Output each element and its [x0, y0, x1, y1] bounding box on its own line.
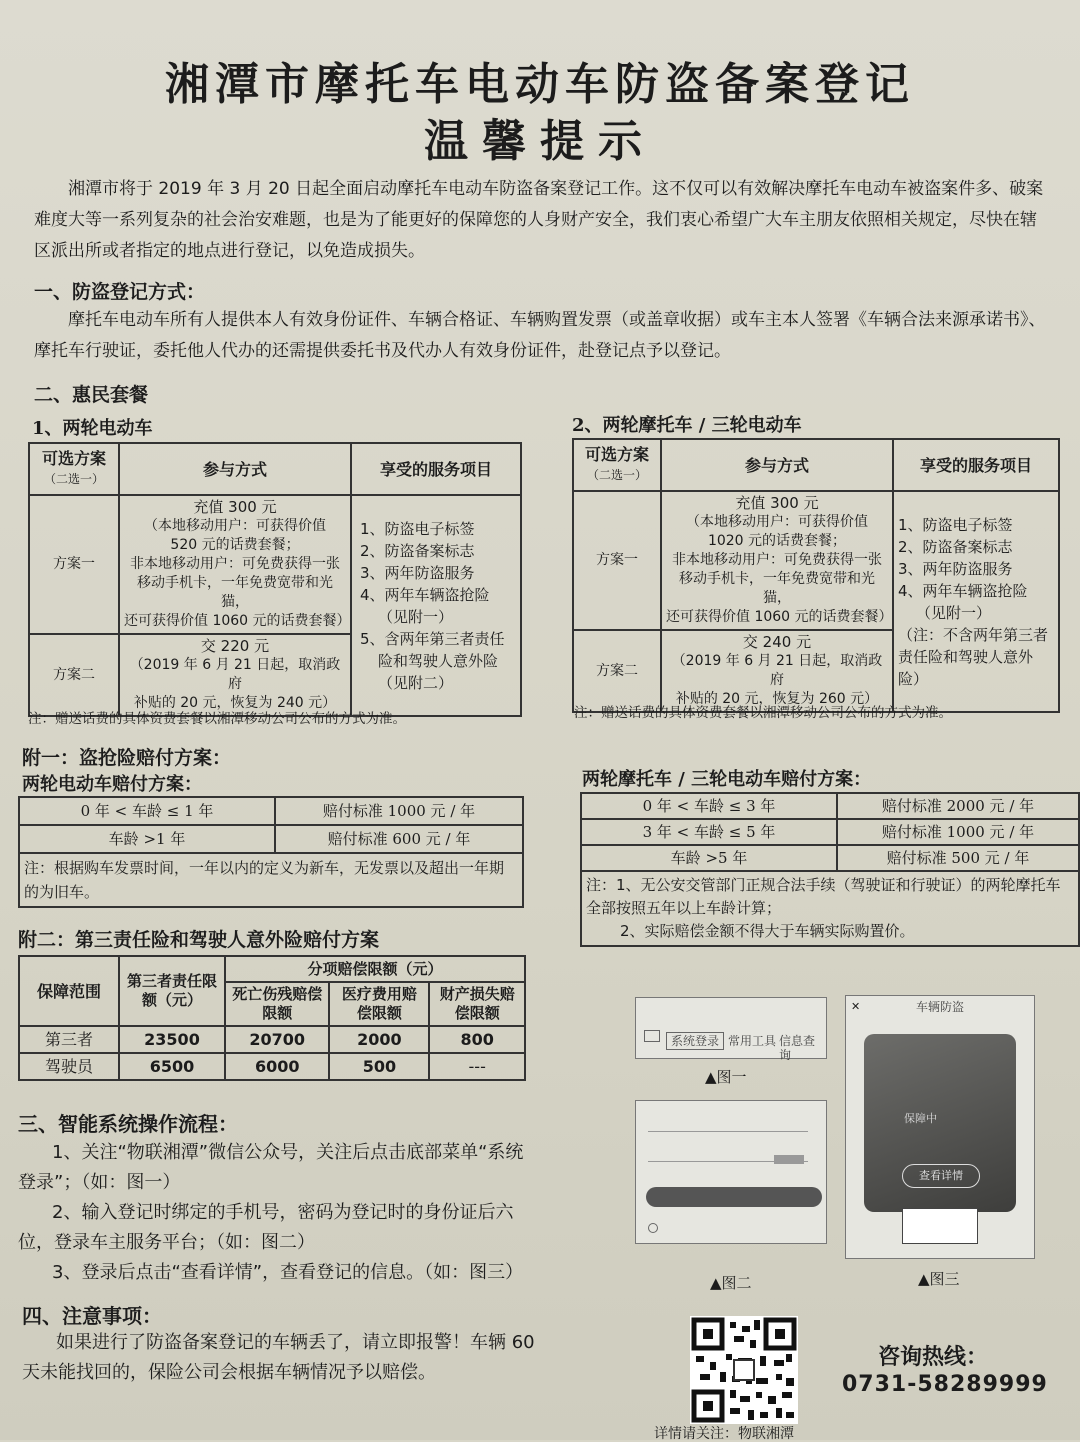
cell: 赔付标准 2000 元 / 年 — [837, 793, 1079, 819]
cell: 0 年 < 车龄 ≤ 3 年 — [581, 793, 837, 819]
bottom-panel — [902, 1208, 978, 1244]
annex1-right-table — [580, 792, 1080, 947]
step-2: 2、输入登记时绑定的手机号，密码为登记时的身份证后六位，登录车主服务平台；（如：图二） — [18, 1202, 514, 1253]
section4-heading: 四、注意事项： — [22, 1304, 162, 1328]
page-subtitle: 温馨提示 — [424, 116, 656, 167]
col-header-sub-limits: 分项赔偿限额（元） — [225, 956, 525, 982]
fig3-title: 车辆防盗 — [915, 1000, 964, 1014]
annex1-right-title: 两轮摩托车 / 三轮电动车赔付方案： — [582, 769, 872, 790]
table-cell: 800 — [429, 1026, 525, 1053]
cell: 车龄 >1 年 — [19, 825, 275, 853]
home-icon — [644, 1030, 660, 1042]
plan1-method: 充值 300 元 （本地移动用户：可获得价值 1020 元的话费套餐； 非本地移动用户：可免费获得一张 移动手机卡，一年免费宽带和光猫， 还可获得价值 1060 元的话费套餐） — [661, 491, 893, 630]
services-list: 1、防盗电子标签 2、防盗备案标志 3、两年防盗服务 4、两年车辆盗抢险 （见附一） （注：不含两年第三者 责任险和驾驶人意外险） — [893, 491, 1059, 712]
fig2-caption: ▲图二 — [710, 1274, 752, 1292]
col-header-method: 参与方式 — [119, 443, 351, 495]
annex1-left-title: 两轮电动车赔付方案： — [22, 774, 202, 795]
page-title: 湘潭市摩托车电动车防盗备案登记 — [165, 59, 915, 110]
col-header-plan: 可选方案 （二选一） — [29, 443, 119, 495]
col-header-scope: 保障范围 — [19, 956, 119, 1026]
left-package-table — [28, 442, 522, 717]
plan1-method: 充值 300 元 （本地移动用户：可获得价值 520 元的话费套餐； 非本地移动用户：可免费获得一张 移动手机卡，一年免费宽带和光猫， 还可获得价值 1060 元的话费套餐） — [119, 495, 351, 634]
col-header-death: 死亡伤残赔偿限额 — [225, 982, 329, 1026]
status-text: 保障中 — [904, 1112, 937, 1125]
hotline-number: 0731-58289999 — [842, 1372, 1048, 1397]
section4-body: 如果进行了防盗备案登记的车辆丢了，请立即报警！车辆 60 天未能找回的，保险公司会根据车辆情况予以赔偿。 — [22, 1332, 535, 1383]
table-cell: 驾驶员 — [19, 1053, 119, 1080]
tab-system-login: 系统登录 — [666, 1032, 724, 1050]
services-list: 1、防盗电子标签 2、防盗备案标志 3、两年防盗服务 4、两年车辆盗抢险 （见附一） 5、含两年第三者责任 险和驾驶人意外险 （见附二） — [351, 495, 521, 716]
code-button — [774, 1155, 804, 1164]
table-cell: 6000 — [225, 1053, 329, 1080]
col-header-third-party: 第三者责任限额（元） — [119, 956, 225, 1026]
col-header-medical: 医疗费用赔偿限额 — [329, 982, 429, 1026]
fig1-caption: ▲图一 — [705, 1068, 747, 1086]
col-header-services: 享受的服务项目 — [893, 439, 1059, 491]
qr-code-icon — [690, 1316, 798, 1424]
col-header-method: 参与方式 — [661, 439, 893, 491]
cell: 赔付标准 500 元 / 年 — [837, 845, 1079, 871]
section1-heading: 一、防盗登记方式： — [34, 281, 206, 303]
cell: 赔付标准 1000 元 / 年 — [275, 797, 523, 825]
annex1-right-note: 注：1、无公安交管部门正规合法手续（驾驶证和行驶证）的两轮摩托车全部按照五年以上车龄计算； 2、实际赔偿金额不得大于车辆实际购置价。 — [581, 871, 1079, 946]
col-header-property: 财产损失赔偿限额 — [429, 982, 525, 1026]
plan2-method: 交 220 元 （2019 年 6 月 21 日起，取消政府 补贴的 20 元，恢复为 240 元） — [119, 634, 351, 716]
figure-2 — [635, 1100, 827, 1244]
table-cell: 2000 — [329, 1026, 429, 1053]
col-header-services: 享受的服务项目 — [351, 443, 521, 495]
right-package-note: 注：赠送话费的具体资费套餐以湘潭移动公司公布的方式为准。 — [574, 705, 952, 721]
step-3: 3、登录后点击“查看详情”，查看登记的信息。（如：图三） — [52, 1262, 524, 1283]
divider — [648, 1131, 808, 1132]
tab-info: 信息查询 — [779, 1034, 816, 1062]
checkbox-icon — [648, 1223, 658, 1233]
col-header-plan: 可选方案 （二选一） — [573, 439, 661, 491]
cell: 赔付标准 1000 元 / 年 — [837, 819, 1079, 845]
qr-caption: 详情请关注：物联湘潭 — [654, 1426, 794, 1442]
table-cell: 20700 — [225, 1026, 329, 1053]
left-package-subtitle: 1、两轮电动车 — [32, 418, 153, 439]
cell: 赔付标准 600 元 / 年 — [275, 825, 523, 853]
plan2-label: 方案二 — [573, 630, 661, 712]
annex2-heading: 附二：第三责任险和驾驶人意外险赔付方案 — [18, 929, 380, 951]
section1-body: 摩托车电动车所有人提供本人有效身份证件、车辆合格证、车辆购置发票（或盖章收据）或车主本人签署《车辆合法来源承诺书》、摩托车行驶证，委托他人代办的还需提供委托书及代办人有效身份证件，赴登记点予以登记。 — [34, 310, 1046, 361]
cell: 车龄 >5 年 — [581, 845, 837, 871]
plan2-label: 方案二 — [29, 634, 119, 716]
plan1-label: 方案一 — [29, 495, 119, 634]
cell: 0 年 < 车龄 ≤ 1 年 — [19, 797, 275, 825]
table-cell: 6500 — [119, 1053, 225, 1080]
section3-steps — [18, 1138, 538, 1288]
table-cell: --- — [429, 1053, 525, 1080]
qr-code-graphic — [690, 1316, 798, 1424]
login-button — [646, 1187, 822, 1207]
hotline-label: 咨询热线： — [878, 1345, 989, 1370]
plan2-method: 交 240 元 （2019 年 6 月 21 日起，取消政府 补贴的 20 元，恢复为 260 元） — [661, 630, 893, 712]
vehicle-card — [864, 1034, 1016, 1212]
fig3-caption: ▲图三 — [918, 1270, 960, 1288]
section3-heading: 三、智能系统操作流程： — [18, 1112, 238, 1136]
section2-heading: 二、惠民套餐 — [34, 384, 149, 406]
right-package-subtitle: 2、两轮摩托车 / 三轮电动车 — [572, 415, 802, 436]
figure-1 — [635, 997, 827, 1062]
cell: 3 年 < 车龄 ≤ 5 年 — [581, 819, 837, 845]
annex2-table — [18, 955, 526, 1081]
annex1-left-table — [18, 796, 524, 908]
figure-3 — [845, 995, 1035, 1259]
tab-tools: 常用工具 — [728, 1034, 777, 1048]
view-details-button: 查看详情 — [902, 1164, 980, 1188]
plan1-label: 方案一 — [573, 491, 661, 630]
annex1-heading: 附一：盗抢险赔付方案： — [22, 747, 232, 769]
step-1: 1、关注“物联湘潭”微信公众号，关注后点击底部菜单“系统登录”；（如：图一） — [18, 1142, 524, 1193]
left-package-note: 注：赠送话费的具体资费套餐以湘潭移动公司公布的方式为准。 — [28, 711, 406, 727]
table-cell: 23500 — [119, 1026, 225, 1053]
right-package-table — [572, 438, 1060, 713]
intro-paragraph: 湘潭市将于 2019 年 3 月 20 日起全面启动摩托车电动车防盗备案登记工作。这不仅可以有效解决摩托车电动车被盗案件多、破案难度大等一系列复杂的社会治安难题，也是为了能更好的保障您的人身财产安全，我们衷心希望广大车主朋友依照相关规定，尽快在辖区派出所或者指定的地点进行登记，以免造成损失。 — [34, 179, 1044, 261]
annex1-left-note: 注：根据购车发票时间，一年以内的定义为新车，无发票以及超出一年期的为旧车。 — [19, 853, 523, 907]
table-cell: 第三者 — [19, 1026, 119, 1053]
close-icon: ✕ — [851, 1000, 861, 1013]
table-cell: 500 — [329, 1053, 429, 1080]
